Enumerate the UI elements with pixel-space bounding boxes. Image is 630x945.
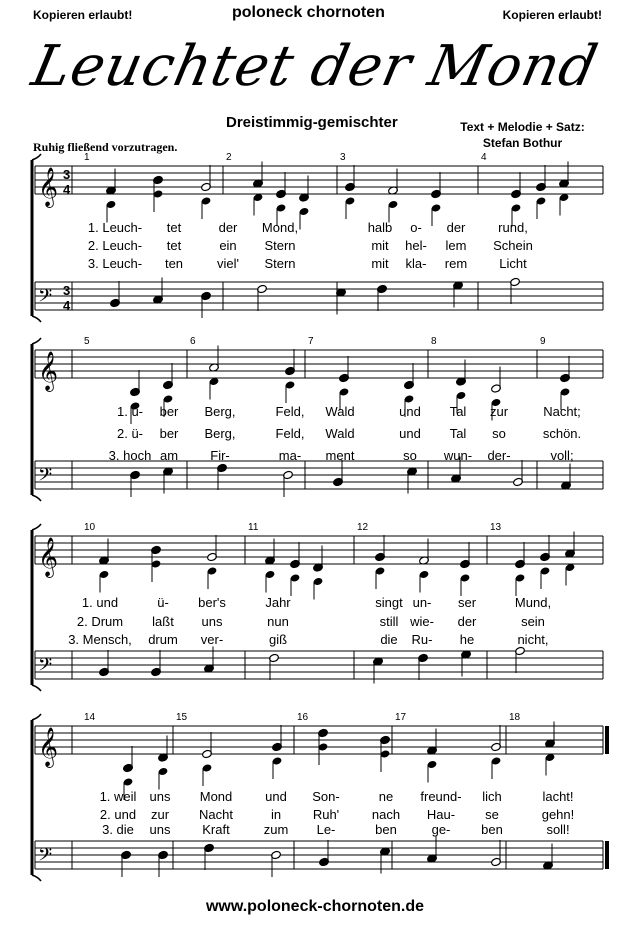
lyric-syllable: gehn! [541, 807, 575, 822]
lyric-syllable: still [379, 614, 399, 629]
lyric-syllable: der- [487, 448, 511, 463]
measure-number: 2 [226, 152, 232, 163]
lyric-syllable: o- [410, 220, 422, 235]
treble-clef-icon: 𝄞 [38, 352, 59, 390]
lyric-syllable: ben [481, 822, 503, 837]
lyric-syllable: Ru- [411, 632, 433, 647]
bass-staff [35, 277, 603, 318]
lyric-syllable: ge- [431, 822, 451, 837]
lyric-syllable: und [399, 404, 421, 419]
lyric-syllable: ber's [198, 595, 226, 610]
measure-number: 15 [176, 712, 188, 723]
measure-number: 7 [308, 336, 314, 347]
treble-clef-icon: 𝄞 [38, 728, 59, 766]
lyric-syllable: und [399, 426, 421, 441]
bracket-top [32, 338, 41, 344]
lyric-syllable: tet [166, 238, 182, 253]
lyric-syllable: Mond [199, 789, 233, 804]
lyric-syllable: lich [482, 789, 502, 804]
lyric-syllable: rund, [498, 220, 528, 235]
lyric-syllable: nach [371, 807, 401, 822]
credit-line-1: Text + Melodie + Satz: [460, 120, 585, 134]
lyric-syllable: so [492, 426, 506, 441]
copy-note-left: Kopieren erlaubt! [33, 8, 133, 22]
bracket-bottom [32, 495, 41, 501]
lyric-syllable: uns [149, 822, 171, 837]
lyric-syllable: viel' [217, 256, 239, 271]
system-3 [32, 522, 603, 691]
lyric-syllable: giß [268, 632, 288, 647]
lyric-syllable: und [265, 789, 287, 804]
measure-number: 16 [297, 712, 309, 723]
bass-clef-icon: 𝄢 [38, 464, 53, 489]
lyric-syllable: der [218, 220, 238, 235]
lyric-syllable: Feld, [275, 426, 305, 441]
lyric-syllable: ein [219, 238, 237, 253]
lyric-syllable: Tal [449, 404, 467, 419]
lyric-syllable: Le- [316, 822, 336, 837]
time-sig-bottom: 4 [63, 182, 71, 197]
lyric-syllable: lem [445, 238, 467, 253]
time-sig-top: 3 [63, 283, 71, 298]
lyric-syllable: ber [159, 426, 179, 441]
lyric-syllable: 2. ü- [116, 426, 144, 441]
time-sig-bottom: 4 [63, 298, 71, 313]
lyric-syllable: nun [267, 614, 289, 629]
lyric-syllable: mit [371, 256, 389, 271]
lyric-syllable: wun- [443, 448, 473, 463]
lyric-syllable: 3. die [102, 822, 134, 837]
lyric-syllable: singt [375, 595, 403, 610]
lyric-syllable: uns [201, 614, 223, 629]
lyric-syllable: laßt [152, 614, 174, 629]
lyric-syllable: Schein [493, 238, 533, 253]
lyric-syllable: Licht [499, 256, 527, 271]
lyric-syllable: Hau- [426, 807, 456, 822]
measure-number: 14 [84, 712, 96, 723]
lyric-syllable: Berg, [204, 426, 236, 441]
measure-number: 9 [540, 336, 546, 347]
lyric-syllable: Wald [325, 426, 355, 441]
measure-number: 18 [509, 712, 521, 723]
measure-number: 8 [431, 336, 437, 347]
lyric-syllable: 1. ü- [116, 404, 144, 419]
bracket-top [32, 154, 41, 160]
bracket-top [32, 714, 41, 720]
lyric-syllable: nicht, [517, 632, 549, 647]
lyric-syllable: drum [148, 632, 178, 647]
lyric-syllable: zur [489, 404, 509, 419]
lyric-syllable: Stern [264, 238, 296, 253]
lyric-syllable: 2. und [99, 807, 137, 822]
bracket-top [32, 524, 41, 530]
bass-clef-icon: 𝄢 [38, 844, 53, 869]
bass-clef-icon: 𝄢 [38, 285, 53, 310]
measure-number: 1 [84, 152, 90, 163]
lyric-syllable: he [459, 632, 475, 647]
lyric-syllable: Son- [312, 789, 340, 804]
lyric-syllable: am [159, 448, 179, 463]
lyric-syllable: ser [457, 595, 477, 610]
measure-number: 6 [190, 336, 196, 347]
lyric-syllable: lacht! [542, 789, 574, 804]
lyric-syllable: Fir- [210, 448, 230, 463]
final-barline [605, 841, 609, 869]
lyric-syllable: wie- [410, 614, 434, 629]
bracket-bottom [32, 316, 41, 322]
bass-clef-icon: 𝄢 [38, 654, 53, 679]
measure-number: 12 [357, 522, 369, 533]
lyric-syllable: soll! [546, 822, 570, 837]
lyric-syllable: zum [263, 822, 289, 837]
measure-number: 13 [490, 522, 502, 533]
copy-note-right: Kopieren erlaubt! [502, 8, 602, 22]
treble-clef-icon: 𝄞 [38, 168, 59, 206]
lyric-syllable: sein [521, 614, 545, 629]
lyric-syllable: 1. und [81, 595, 119, 610]
tempo-marking: Ruhig fließend vorzutragen. [33, 140, 178, 154]
lyric-syllable: ü- [157, 595, 169, 610]
lyric-syllable: rem [444, 256, 468, 271]
lyric-syllable: ma- [278, 448, 302, 463]
lyric-syllable: 3. hoch [108, 448, 152, 463]
lyric-syllable: 3. Leuch- [87, 256, 143, 271]
lyric-syllable: freund- [420, 789, 462, 804]
measure-number: 17 [395, 712, 407, 723]
lyric-syllable: 3. Mensch, [68, 632, 132, 647]
lyric-syllable: 2. Leuch- [87, 238, 143, 253]
lyric-syllable: se [485, 807, 499, 822]
time-sig-top: 3 [63, 167, 71, 182]
lyric-syllable: ber [159, 404, 179, 419]
lyric-syllable: so [403, 448, 417, 463]
subtitle: Dreistimmig-gemischter [226, 114, 398, 131]
lyric-syllable: ne [378, 789, 394, 804]
lyric-syllable: voll; [550, 448, 574, 463]
lyric-syllable: Feld, [275, 404, 305, 419]
bracket-bottom [32, 685, 41, 691]
lyric-syllable: ten [164, 256, 184, 271]
lyric-syllable: die [380, 632, 398, 647]
measure-number: 5 [84, 336, 90, 347]
lyric-syllable: ben [375, 822, 397, 837]
credit-line-2: Stefan Bothur [482, 136, 563, 150]
lyric-syllable: un- [412, 595, 432, 610]
bass-staff [35, 837, 609, 878]
lyric-syllable: 1. weil [99, 789, 137, 804]
lyric-syllable: Mund, [514, 595, 552, 610]
lyric-syllable: mit [371, 238, 389, 253]
lyric-syllable: uns [149, 789, 171, 804]
lyric-syllable: Ruh' [312, 807, 340, 822]
treble-clef-icon: 𝄞 [38, 538, 59, 576]
bass-staff [35, 646, 603, 683]
lyric-syllable: in [270, 807, 282, 822]
lyric-syllable: Stern [264, 256, 296, 271]
lyric-syllable: Jahr [265, 595, 291, 610]
lyric-syllable: tet [166, 220, 182, 235]
lyric-syllable: hel- [405, 238, 427, 253]
lyric-syllable: Berg, [204, 404, 236, 419]
treble-staff [35, 532, 603, 600]
lyric-syllable: zur [150, 807, 170, 822]
system-4 [32, 712, 609, 881]
site-header: poloneck chornoten [232, 4, 385, 21]
lyric-syllable: 1. Leuch- [87, 220, 143, 235]
lyric-syllable: der [457, 614, 477, 629]
system-1 [32, 152, 603, 322]
measure-number: 4 [481, 152, 487, 163]
lyric-syllable: Tal [449, 426, 467, 441]
measure-number: 3 [340, 152, 346, 163]
lyric-syllable: Nacht [199, 807, 233, 822]
measure-number: 10 [84, 522, 96, 533]
bracket-bottom [32, 875, 41, 881]
footer-link[interactable]: www.poloneck-chornoten.de [205, 898, 425, 915]
lyric-syllable: 2. Drum [76, 614, 124, 629]
lyric-syllable: halb [367, 220, 393, 235]
lyric-syllable: Wald [325, 404, 355, 419]
lyric-syllable: schön. [542, 426, 582, 441]
lyric-syllable: Mond, [261, 220, 299, 235]
song-title: Leuchtet der Mond [26, 34, 604, 99]
lyric-syllable: Nacht; [543, 404, 581, 419]
lyric-syllable: Kraft [202, 822, 230, 837]
measure-number: 11 [248, 522, 259, 533]
lyric-syllable: kla- [405, 256, 427, 271]
lyric-syllable: ver- [200, 632, 224, 647]
lyric-syllable: der [446, 220, 466, 235]
lyric-syllable: ment [325, 448, 355, 463]
system-2 [32, 336, 603, 501]
final-barline [605, 726, 609, 754]
